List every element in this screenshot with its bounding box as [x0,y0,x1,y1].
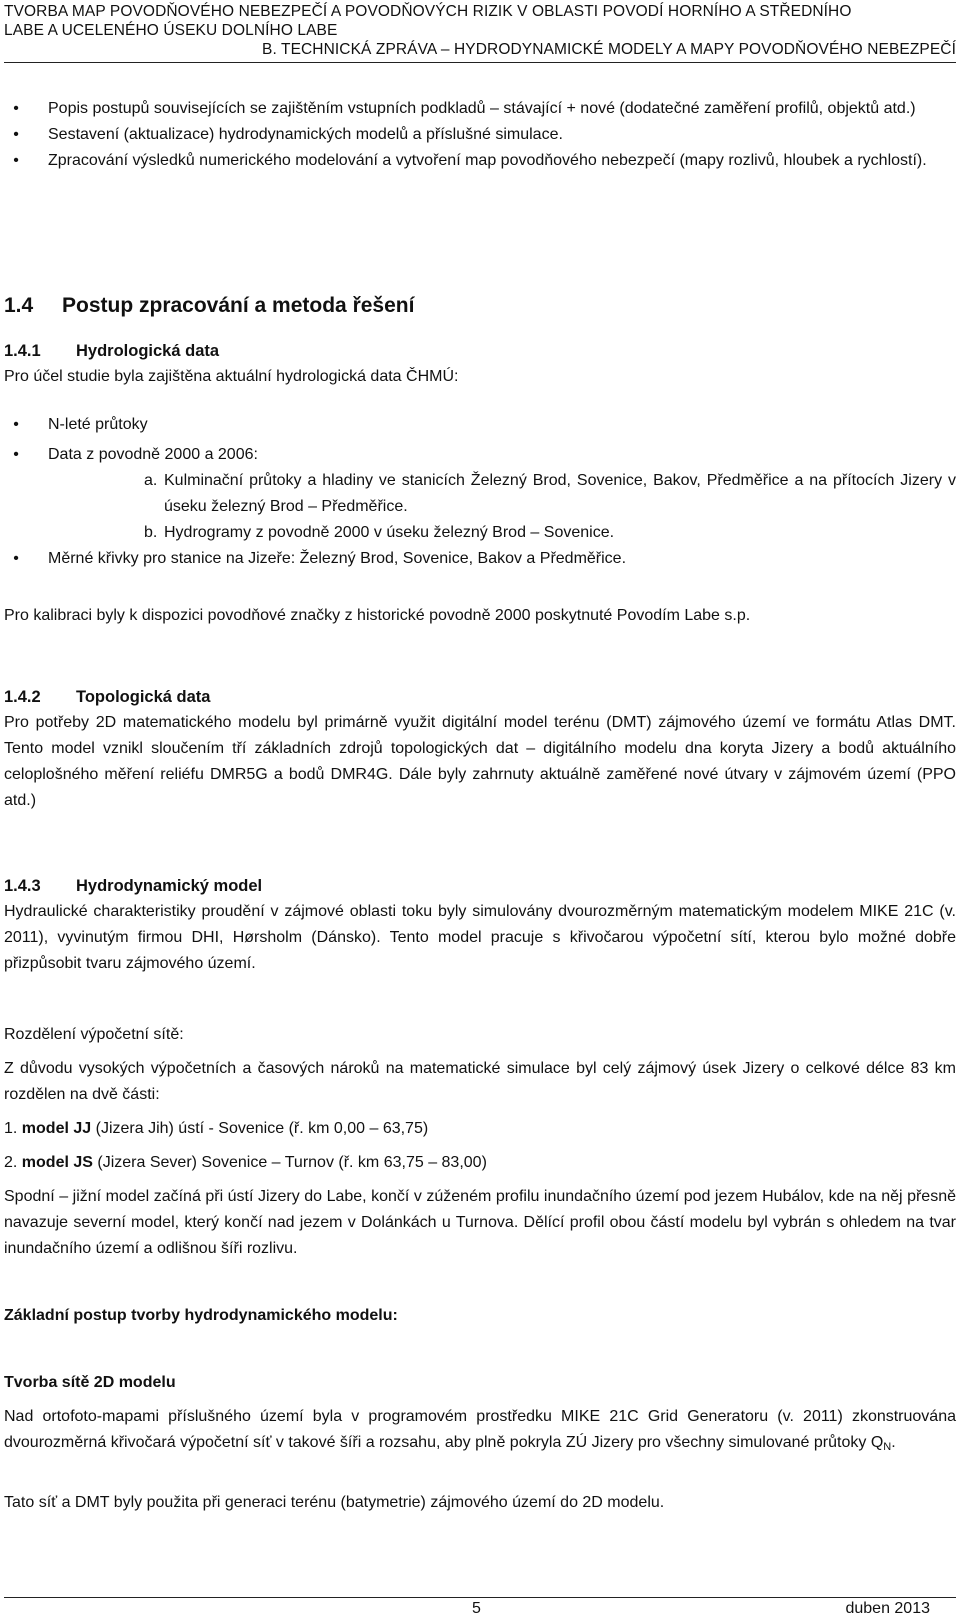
mesh-paragraph-2: Tato síť a DMT byly použita při generaci terénu (batymetrie) zájmového území do 2D modelu. [4,1494,665,1511]
list-item-text: Sestavení (aktualizace) hydrodynamických modelů a příslušné simulace. [48,126,563,143]
item-number: 1. [4,1120,18,1137]
header-divider [4,62,956,63]
mesh-paragraph [4,1404,956,1460]
division-heading: Rozdělení výpočetní sítě: [4,1026,184,1043]
hydrology-intro: Pro účel studie byla zajištěna aktuální hydrologická data ČHMÚ: [4,368,459,385]
section-title: Postup zpracování a metoda řešení [62,294,415,317]
sub-list-item [4,468,956,520]
footer-divider [4,1597,956,1598]
subscript-n: N [883,1441,892,1453]
footer-date: duben 2013 [845,1600,930,1617]
section-number: 1.4.1 [4,342,41,360]
section-title: Topologická data [76,688,211,706]
section-heading-1-4-1 [4,338,956,364]
list-item [4,546,956,572]
basic-procedure-heading: Základní postup tvorby hydrodynamického modelu: [4,1307,398,1324]
hydrology-list [4,412,956,572]
list-item-text: Měrné křivky pro stanice na Jizeře: Železný Brod, Sovenice, Bakov a Předměřice. [48,550,627,567]
mesh-paragraph-text: Nad ortofoto-mapami příslušného území byla v programovém prostředku MIKE 21C Grid Generatoru (v. 2011) zkonstruována dvourozměrná křivočará výpočetní síť v takové šíři a rozsahu, aby plně pokryla ZÚ Jizery pro všechny simulované průtoky Q [4,1408,956,1451]
list-item [4,148,956,174]
header-line-3: B. TECHNICKÁ ZPRÁVA – HYDRODYNAMICKÉ MODELY A MAPY POVODŇOVÉHO NEBEZPEČÍ [262,41,956,58]
sub-item-text: Hydrogramy z povodně 2000 v úseku železný Brod – Sovenice. [164,524,615,541]
model-description: (Jizera Sever) Sovenice – Turnov (ř. km 63,75 – 83,00) [97,1154,487,1171]
page-header [4,2,956,59]
sub-item-marker: a. [144,472,158,489]
section-number: 1.4.2 [4,688,41,706]
sub-list-item [4,520,956,546]
model-description: (Jizera Jih) ústí - Sovenice (ř. km 0,00 – 63,75) [95,1120,429,1137]
list-item-text: Data z povodně 2000 a 2006: [48,446,258,463]
section-heading-1-4-2 [4,684,956,710]
division-paragraph: Z důvodu vysokých výpočetních a časových nároků na matematické simulace byl celý zájmový úsek Jizery o celkové délce 83 km rozdělen na dvě části: [4,1060,956,1103]
list-item [4,442,956,468]
section-title: Hydrologická data [76,342,220,360]
model-item-1 [4,1116,956,1142]
hydrodynamic-paragraph: Hydraulické charakteristiky proudění v zájmové oblasti toku byly simulovány dvourozměrným matematickým modelem MIKE 21C (v. 2011), vyvinutým firmou DHI, Hørsholm (Dánsko). Tento model pracuje s křivočarou výpočetní sítí, kterou bylo možné dobře přizpůsobit tvaru zájmového území. [4,903,956,972]
list-item-text: N-leté průtoky [48,416,148,433]
header-line-2: LABE A UCELENÉHO ÚSEKU DOLNÍHO LABE [4,22,338,39]
section-heading-1-4-3 [4,873,956,899]
model-name: model JS [21,1154,93,1171]
section-heading-1-4 [4,293,956,319]
list-item [4,412,956,438]
sub-item-text: Kulminační průtoky a hladiny ve stanicích Železný Brod, Sovenice, Bakov, Předměřice a na přítocích Jizery v úseku železný Brod – Předměřice. [164,472,956,515]
page-number: 5 [472,1600,481,1617]
mesh-paragraph-end: . [891,1434,896,1451]
model-name: model JJ [21,1120,92,1137]
section-title: Hydrodynamický model [76,877,263,895]
list-item [4,96,956,122]
bullet-icon: • [13,416,19,433]
bullet-icon: • [13,100,19,117]
calibration-paragraph: Pro kalibraci byly k dispozici povodňové značky z historické povodně 2000 poskytnuté Povodím Labe s.p. [4,607,751,624]
mesh-heading: Tvorba sítě 2D modelu [4,1374,176,1391]
sub-item-marker: b. [144,524,158,541]
section-number: 1.4 [4,294,34,317]
division-paragraph-2: Spodní – jižní model začíná při ústí Jizery do Labe, končí v zúženém profilu inundačního území pod jezem Hubálov, kde na něj přesně navazuje severní model, který končí nad jezem v Dolánkách u Turnova. Dělící profil obou částí modelu byl vybrán s ohledem na tvar inundačního území a odlišnou šíři rozlivu. [4,1188,956,1257]
section-number: 1.4.3 [4,877,41,895]
list-item-text: Zpracování výsledků numerického modelování a vytvoření map povodňového nebezpečí (mapy rozlivů, hloubek a rychlostí). [48,152,927,169]
bullet-icon: • [13,152,19,169]
list-item [4,122,956,148]
topology-paragraph: Pro potřeby 2D matematického modelu byl primárně využit digitální model terénu (DMT) zájmového území ve formátu Atlas DMT. Tento model vznikl sloučením tří základních zdrojů topologických dat – digitálního modelu dna koryta Jizery a bodů aktuálního celoplošného měření reliéfu DMR5G a bodů DMR4G. Dále byly zahrnuty aktuálně zaměřené nové útvary v zájmovém území (PPO atd.) [4,714,956,809]
bullet-icon: • [13,550,19,567]
header-line-1: TVORBA MAP POVODŇOVÉHO NEBEZPEČÍ A POVODŇOVÝCH RIZIK V OBLASTI POVODÍ HORNÍHO A STŘEDNÍHO [4,3,852,20]
bullet-icon: • [13,446,19,463]
model-item-2 [4,1150,956,1176]
list-item-text: Popis postupů souvisejících se zajištěním vstupních podkladů – stávající + nové (dodatečné zaměření profilů, objektů atd.) [48,100,916,117]
item-number: 2. [4,1154,18,1171]
bullet-icon: • [13,126,19,143]
intro-bullet-list [4,96,956,174]
